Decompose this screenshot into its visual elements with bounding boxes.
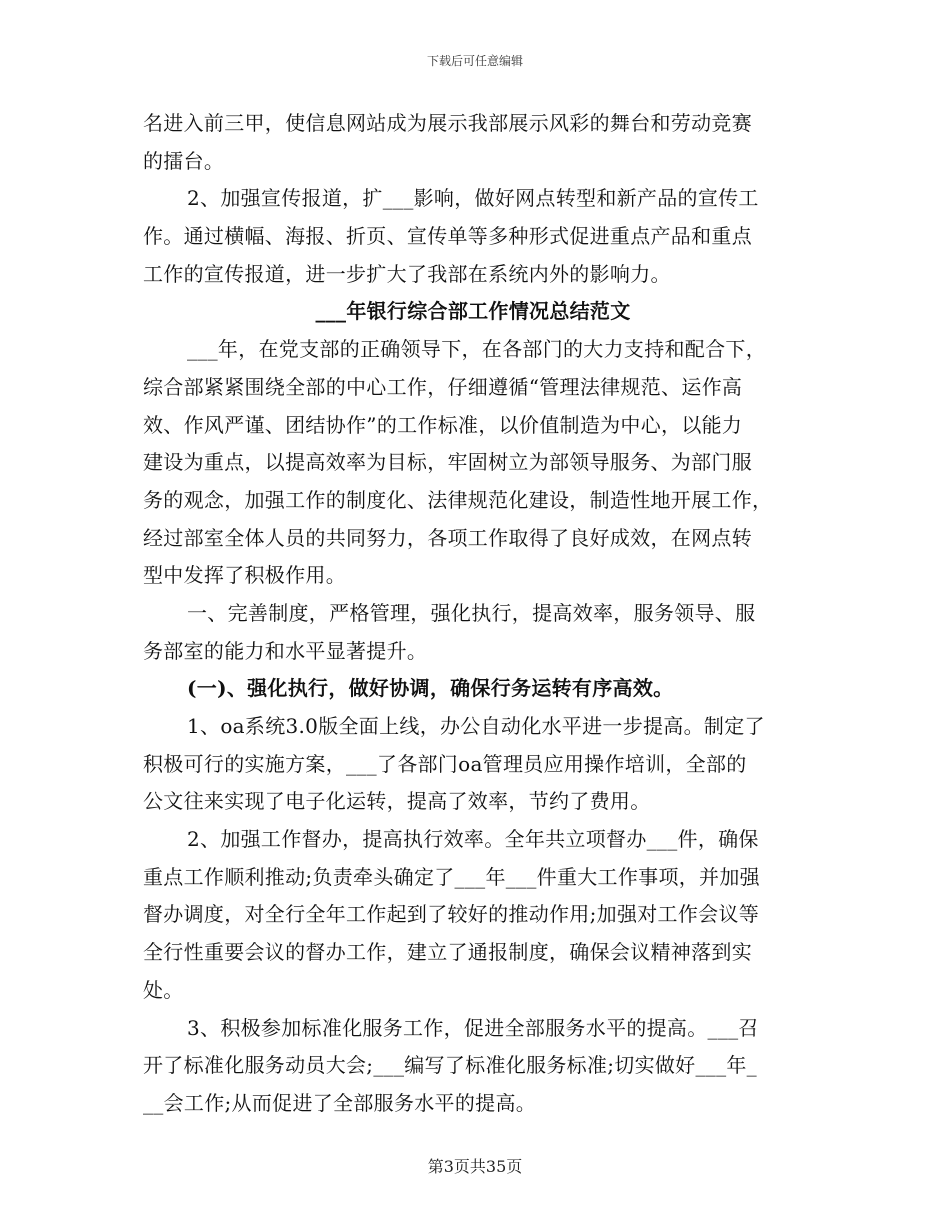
paragraph-line: 重点工作顺利推动;负责牵头确定了___年___件重大工作事项，并加强 <box>143 864 760 889</box>
paragraph-line: 效、作风严谨、团结协作”的工作标准，以价值制造为中心，以能力 <box>143 412 743 437</box>
paragraph-line: 型中发挥了积极作用。 <box>143 563 346 588</box>
paragraph-line: 作。通过横幅、海报、折页、宣传单等多种形式促进重点产品和重点 <box>143 224 752 249</box>
paragraph-line: 务部室的能力和水平显著提升。 <box>143 638 428 663</box>
paragraph-line: 全行性重要会议的督办工作，建立了通报制度，确保会议精神落到实 <box>143 940 752 965</box>
paragraph-line: 务的观念，加强工作的制度化、法律规范化建设，制造性地开展工作， <box>143 487 773 512</box>
paragraph-line: 积极可行的实施方案，___了各部门oa管理员应用操作培训，全部的 <box>143 751 747 776</box>
paragraph-line: 一、完善制度，严格管理，强化执行，提高效率，服务领导、服 <box>187 600 756 625</box>
paragraph-line: 经过部室全体人员的共同努力，各项工作取得了良好成效，在网点转 <box>143 525 752 550</box>
page-header-note: 下载后可任意编辑 <box>426 54 523 68</box>
paragraph-line: ___年，在党支部的正确领导下，在各部门的大力支持和配合下， <box>187 337 766 362</box>
page-number-footer: 第3页共35页 <box>427 1157 523 1176</box>
paragraph-line: 工作的宣传报道，进一步扩大了我部在系统内外的影响力。 <box>143 261 671 286</box>
paragraph-line: 3、积极参加标准化服务工作，促进全部服务水平的提高。___召 <box>187 1015 759 1040</box>
paragraph-line: 2、加强工作督办，提高执行效率。全年共立项督办___件，确保 <box>187 827 759 852</box>
paragraph-line: __会工作;从而促进了全部服务水平的提高。 <box>143 1090 537 1115</box>
paragraph-line: 1、oa系统3.0版全面上线，办公自动化水平进一步提高。制定了 <box>187 714 765 738</box>
document-body <box>143 105 803 1123</box>
paragraph-line: 2、加强宣传报道，扩___影响，做好网点转型和新产品的宣传工 <box>187 186 759 211</box>
paragraph-line: 名进入前三甲，使信息网站成为展示我部展示风彩的舞台和劳动竞赛 <box>143 111 752 135</box>
paragraph-line: 公文往来实现了电子化运转，提高了效率，节约了费用。 <box>143 789 651 814</box>
section-title: ___年银行综合部工作情况总结范文 <box>315 299 631 324</box>
paragraph-line: 建设为重点，以提高效率为目标，牢固树立为部领导服务、为部门服 <box>143 450 752 475</box>
paragraph-line: 督办调度，对全行全年工作起到了较好的推动作用;加强对工作会议等 <box>143 902 760 927</box>
subsection-heading: (一)、强化执行，做好协调，确保行务运转有序高效。 <box>187 676 674 701</box>
paragraph-line: 开了标准化服务动员大会;___编写了标准化服务标准;切实做好___年_ <box>143 1053 757 1078</box>
paragraph-line: 的擂台。 <box>143 148 225 173</box>
paragraph-line: 处。 <box>143 977 184 1002</box>
paragraph-line: 综合部紧紧围绕全部的中心工作，仔细遵循“管理法律规范、运作高 <box>143 374 743 399</box>
